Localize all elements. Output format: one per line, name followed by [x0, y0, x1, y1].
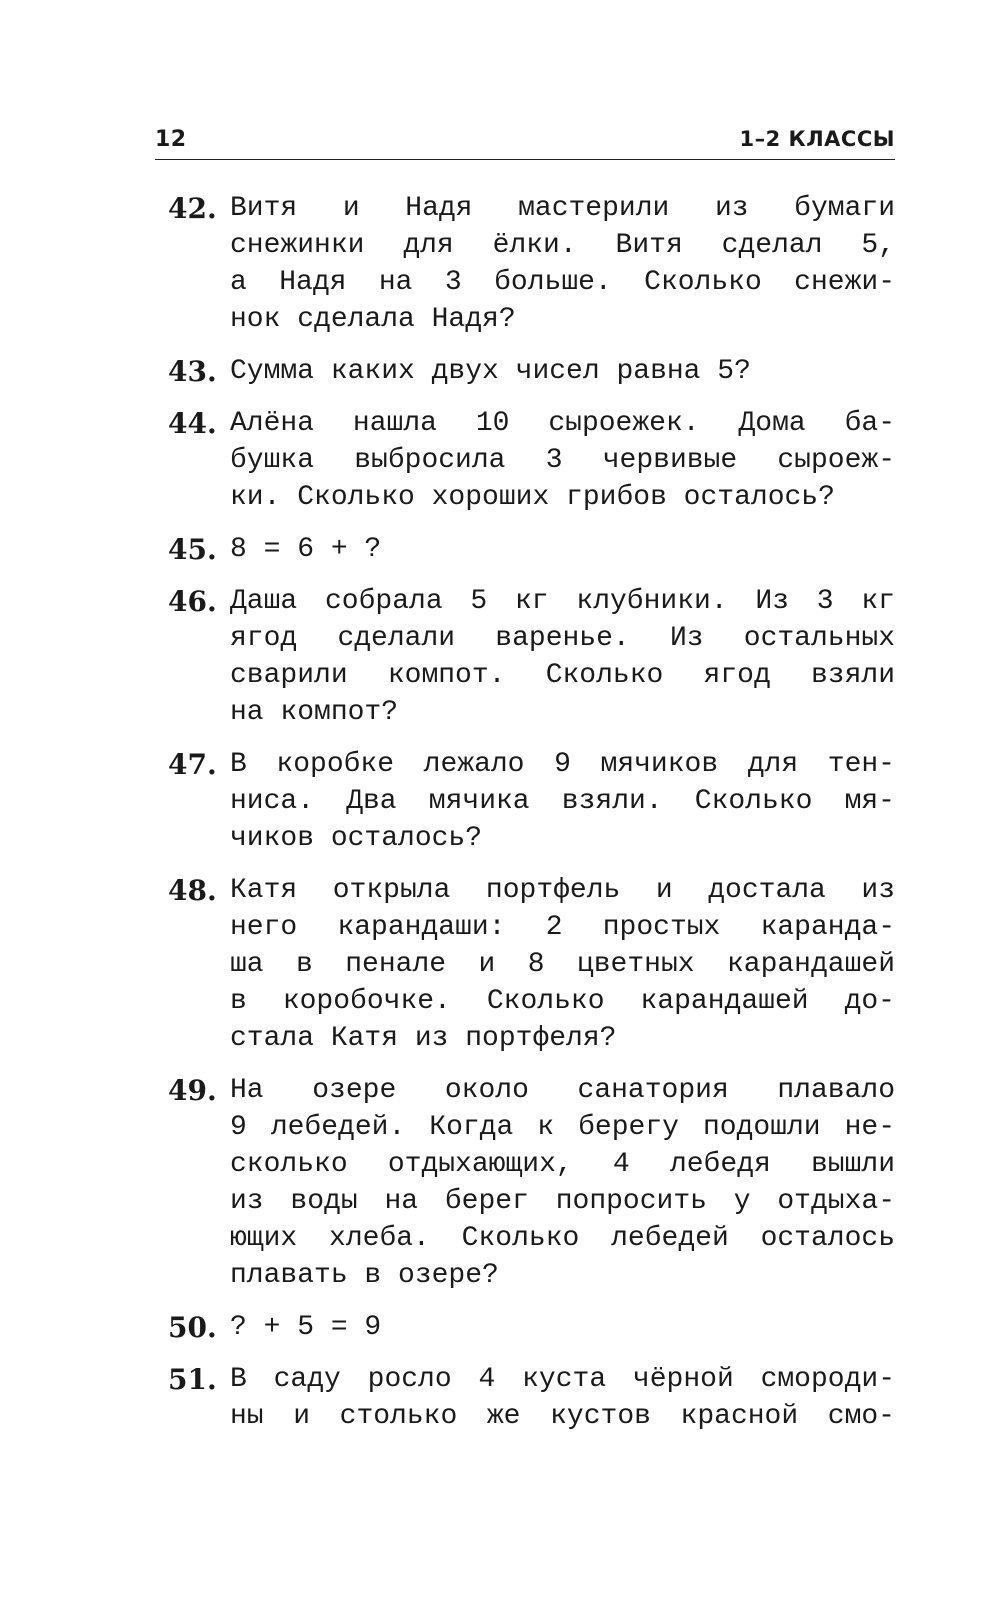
problem-text-line: Даша собрала 5 кг клубники. Из 3 кг — [230, 586, 895, 617]
problem-text-line: Катя открыла портфель и достала из — [230, 875, 895, 906]
problem-number: 49. — [168, 1074, 217, 1107]
problem-text-line: ки. Сколько хороших грибов осталось? — [230, 482, 835, 513]
problem-text-line: плавать в озере? — [230, 1260, 499, 1291]
problem-text-line: 9 лебедей. Когда к берегу подошли не- — [230, 1112, 895, 1143]
problem-text-line: чиков осталось? — [230, 823, 483, 854]
running-title: 1–2 КЛАССЫ — [739, 127, 895, 151]
problem-text-line: В саду росло 4 куста чёрной смороди- — [230, 1364, 895, 1395]
problem-item — [168, 583, 895, 731]
problem-text — [230, 872, 895, 1057]
problem-text-line: Алёна нашла 10 сыроежек. Дома ба- — [230, 408, 895, 439]
problem-number: 48. — [168, 874, 217, 907]
problem-text-line: ниса. Два мячика взяли. Сколько мя- — [230, 786, 895, 817]
problem-item — [168, 1361, 895, 1435]
page-number: 12 — [155, 127, 187, 152]
problem-number: 50. — [168, 1311, 217, 1344]
problem-text-line: нок сделала Надя? — [230, 304, 516, 335]
problem-text — [230, 746, 895, 857]
problem-text-line: ша в пенале и 8 цветных карандашей — [230, 949, 895, 980]
problem-text-line: стала Катя из портфеля? — [230, 1023, 617, 1054]
problem-item — [168, 190, 895, 338]
problem-text — [230, 1361, 895, 1435]
problem-item — [168, 353, 895, 390]
problem-text-line: ющих хлеба. Сколько лебедей осталось — [230, 1223, 895, 1254]
problem-text-line: а Надя на 3 больше. Сколько снежи- — [230, 267, 895, 298]
problem-text-line: в коробочке. Сколько карандашей до- — [230, 986, 895, 1017]
problem-item — [168, 872, 895, 1057]
problem-text-line: сварили компот. Сколько ягод взяли — [230, 660, 895, 691]
problem-text-line: Сумма каких двух чисел равна 5? — [230, 356, 751, 387]
problem-text-line: ягод сделали варенье. Из остальных — [230, 623, 895, 654]
problem-number: 47. — [168, 748, 217, 781]
problem-number: 42. — [168, 192, 217, 225]
problem-number: 44. — [168, 407, 217, 440]
problem-list — [168, 190, 895, 1450]
problem-text-line: 8 = 6 + ? — [230, 534, 382, 565]
problem-item — [168, 746, 895, 857]
problem-item — [168, 1072, 895, 1294]
problem-number: 51. — [168, 1363, 217, 1396]
problem-text — [230, 1309, 895, 1346]
problem-text-line: сколько отдыхающих, 4 лебедя вышли — [230, 1149, 895, 1180]
problem-item — [168, 531, 895, 568]
problem-text — [230, 1072, 895, 1294]
problem-number: 46. — [168, 585, 217, 618]
problem-text-line: на компот? — [230, 697, 399, 728]
problem-text-line: него карандаши: 2 простых каранда- — [230, 912, 895, 943]
problem-text-line: бушка выбросила 3 червивые сыроеж- — [230, 445, 895, 476]
problem-text-line: На озере около санатория плавало — [230, 1075, 895, 1106]
problem-text — [230, 190, 895, 338]
problem-text-line: В коробке лежало 9 мячиков для тен- — [230, 749, 895, 780]
problem-number: 45. — [168, 533, 217, 566]
problem-text-line: ны и столько же кустов красной смо- — [230, 1401, 895, 1432]
problem-text — [230, 353, 895, 390]
page-header — [155, 125, 895, 160]
problem-text-line: из воды на берег попросить у отдыха- — [230, 1186, 895, 1217]
problem-item — [168, 1309, 895, 1346]
problem-item — [168, 405, 895, 516]
problem-text — [230, 583, 895, 731]
problem-number: 43. — [168, 355, 217, 388]
problem-text-line: ? + 5 = 9 — [230, 1312, 382, 1343]
problem-text-line: снежинки для ёлки. Витя сделал 5, — [230, 230, 895, 261]
problem-text-line: Витя и Надя мастерили из бумаги — [230, 193, 895, 224]
problem-text — [230, 531, 895, 568]
problem-text — [230, 405, 895, 516]
